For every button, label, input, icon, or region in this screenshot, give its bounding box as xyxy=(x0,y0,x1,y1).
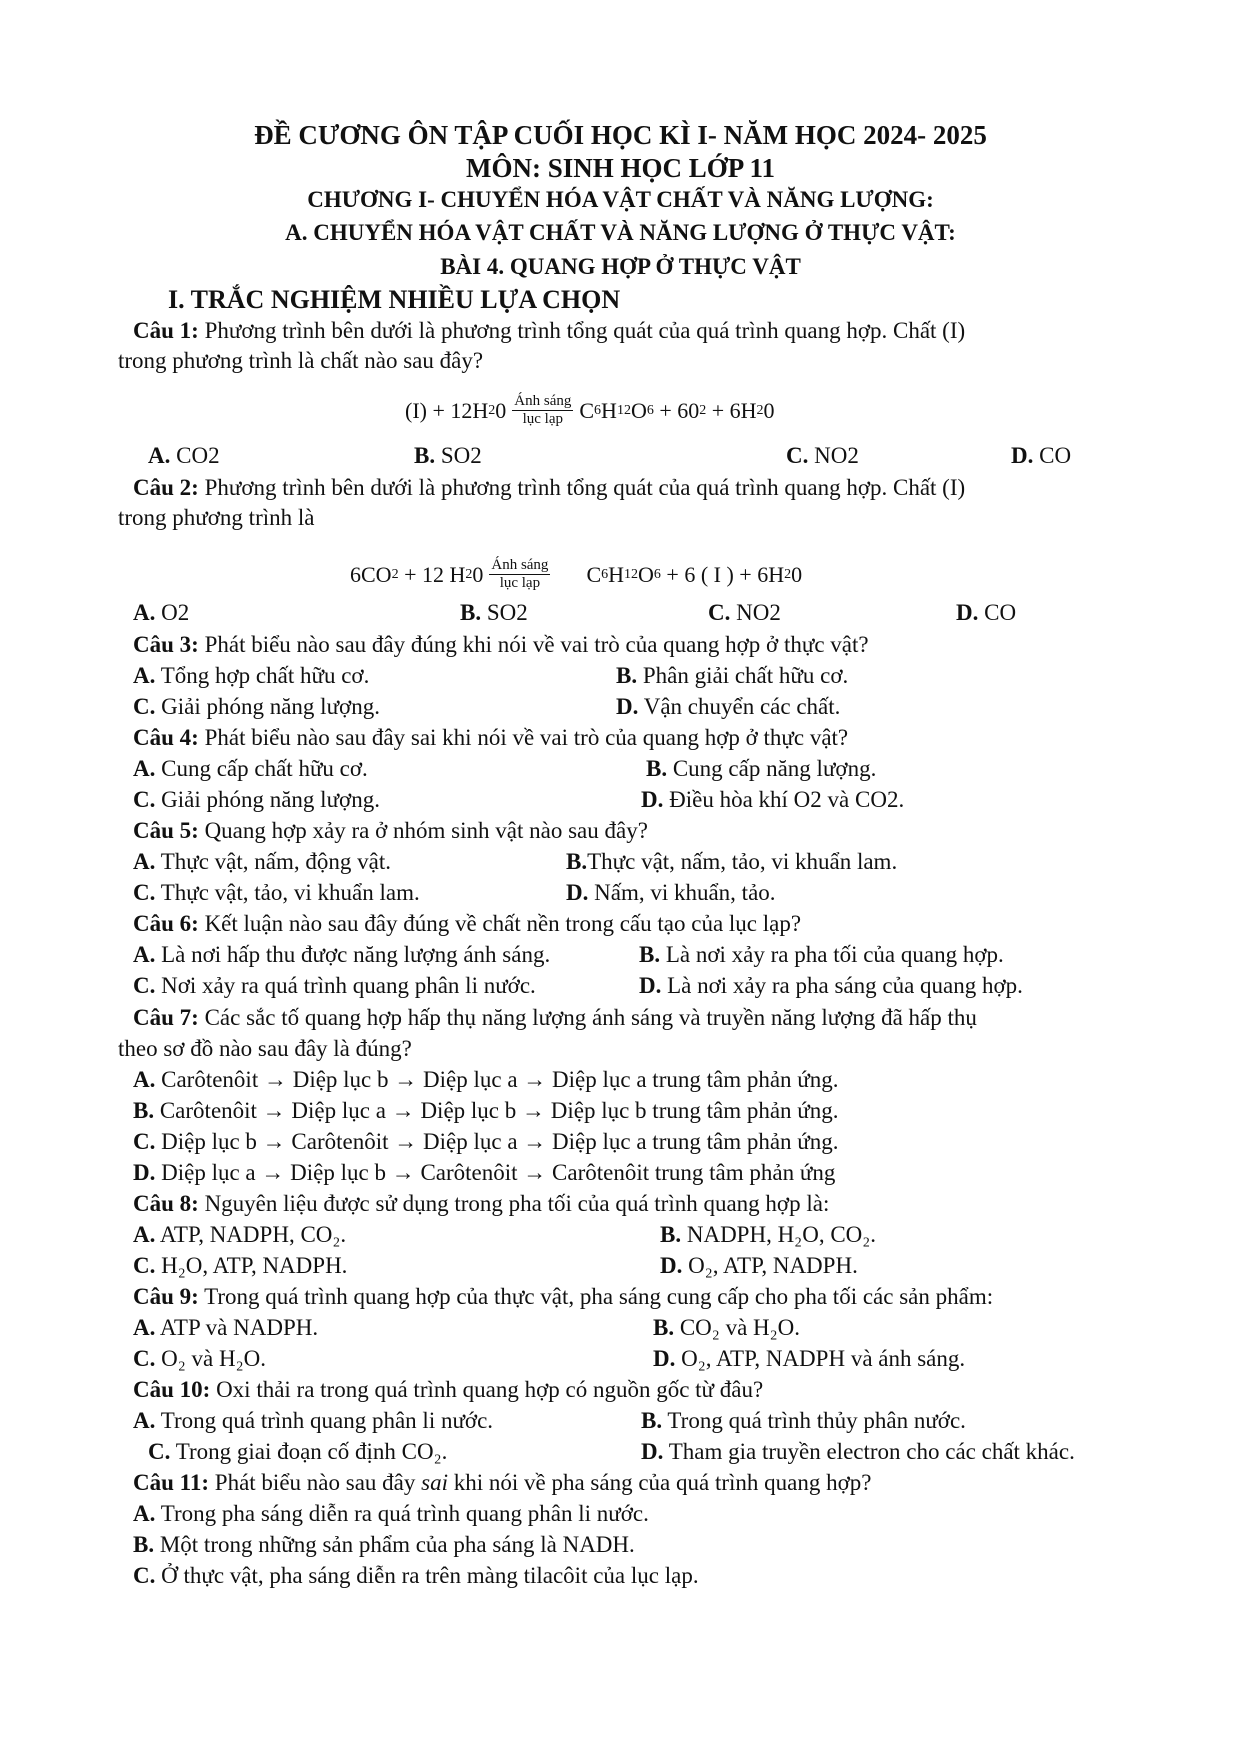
question-7-option-c[interactable] xyxy=(133,1127,839,1157)
option-letter: B. xyxy=(639,942,661,967)
question-3-option-c[interactable] xyxy=(133,692,380,722)
option-text: CO2 xyxy=(170,443,220,468)
question-9-option-b[interactable] xyxy=(653,1313,800,1343)
question-6-option-d[interactable] xyxy=(639,971,1023,1001)
option-text: Tổng hợp chất hữu cơ. xyxy=(155,663,370,688)
option-text: Điều hòa khí O2 và CO2. xyxy=(663,787,905,812)
option-letter: C. xyxy=(786,443,809,468)
question-text: Nguyên liệu được sử dụng trong pha tối của quá trình quang hợp là: xyxy=(198,1191,830,1216)
question-label: Câu 4: xyxy=(133,725,199,750)
eq1-arrow xyxy=(512,393,573,428)
question-2-line-1 xyxy=(133,473,965,503)
question-10-option-a[interactable] xyxy=(133,1406,493,1436)
question-11-option-b[interactable] xyxy=(133,1530,635,1560)
option-letter: A. xyxy=(133,1408,156,1433)
option-text: Trong giai đoạn cố định CO₂. xyxy=(170,1439,448,1464)
eq2-r2s: 12 xyxy=(624,566,639,582)
option-text: Trong quá trình thủy phân nước. xyxy=(662,1408,966,1433)
option-letter: A. xyxy=(133,756,156,781)
option-text: NO2 xyxy=(808,443,859,468)
question-5-option-d[interactable] xyxy=(566,878,776,908)
question-label: Câu 10: xyxy=(133,1377,211,1402)
option-letter: A. xyxy=(133,663,156,688)
option-text: Nấm, vi khuẩn, tảo. xyxy=(588,880,776,905)
eq2-r1: C xyxy=(586,561,602,587)
option-text: Diệp lục a → Diệp lục b → Carôtenôit → Carôtenôit trung tâm phản ứng xyxy=(155,1160,836,1185)
question-text: Phương trình bên dưới là phương trình tổng quát của quá trình quang hợp. Chất (I) xyxy=(198,475,966,500)
eq1-arrow-under: lục lạp xyxy=(522,411,564,427)
option-text: O₂ và H₂O. xyxy=(155,1346,266,1371)
eq2-r1s: 6 xyxy=(601,566,609,582)
question-text: Oxi thải ra trong quá trình quang hợp có nguồn gốc từ đâu? xyxy=(210,1377,764,1402)
equation-2 xyxy=(350,557,802,592)
option-text: Trong pha sáng diễn ra quá trình quang phân li nước. xyxy=(155,1501,649,1526)
eq1-r5: + 6H xyxy=(706,397,757,423)
option-text: Phân giải chất hữu cơ. xyxy=(637,663,849,688)
question-text: Phương trình bên dưới là phương trình tổng quát của quá trình quang hợp. Chất (I) xyxy=(198,318,966,343)
option-text: Carôtenôit → Diệp lục b → Diệp lục a → Diệp lục a trung tâm phản ứng. xyxy=(155,1067,839,1092)
question-4-option-a[interactable] xyxy=(133,754,368,784)
option-text: Giải phóng năng lượng. xyxy=(155,787,380,812)
question-4-option-c[interactable] xyxy=(133,785,380,815)
option-letter: B. xyxy=(646,756,668,781)
question-11-option-c[interactable] xyxy=(133,1561,699,1591)
question-1-option-a[interactable] xyxy=(148,441,220,471)
eq1-r1s: 6 xyxy=(594,402,602,418)
option-text: Thực vật, nấm, động vật. xyxy=(155,849,391,874)
option-letter: C. xyxy=(133,787,156,812)
eq1-r5s: 2 xyxy=(756,402,764,418)
option-text: Thực vật, tảo, vi khuẩn lam. xyxy=(155,880,420,905)
option-text: O2 xyxy=(155,600,190,625)
question-4-stem xyxy=(133,723,848,753)
question-5-option-b[interactable] xyxy=(566,847,897,877)
option-text: SO2 xyxy=(481,600,528,625)
question-5-option-a[interactable] xyxy=(133,847,391,877)
question-2-option-a[interactable] xyxy=(133,598,189,628)
question-3-option-a[interactable] xyxy=(133,661,369,691)
eq1-left: (I) + 12H xyxy=(405,397,489,423)
question-1-option-b[interactable] xyxy=(414,441,482,471)
chapter-title: CHƯƠNG I- CHUYỂN HÓA VẬT CHẤT VÀ NĂNG LƯỢNG: xyxy=(307,187,934,212)
option-text: SO2 xyxy=(435,443,482,468)
eq2-c: 0 xyxy=(472,561,484,587)
question-10-option-b[interactable] xyxy=(641,1406,966,1436)
option-letter: C. xyxy=(133,973,156,998)
question-text: Quang hợp xảy ra ở nhóm sinh vật nào sau đây? xyxy=(198,818,648,843)
question-8-option-c[interactable] xyxy=(133,1251,347,1281)
equation-1 xyxy=(405,393,775,428)
question-text: Phát biểu nào sau đây xyxy=(209,1470,422,1495)
question-5-option-c[interactable] xyxy=(133,878,420,908)
question-5-stem xyxy=(133,816,648,846)
eq2-r2: H xyxy=(608,561,625,587)
question-8-option-a[interactable] xyxy=(133,1220,346,1250)
document-title: ĐỀ CƯƠNG ÔN TẬP CUỐI HỌC KÌ I- NĂM HỌC 2024- 2025 xyxy=(254,120,987,150)
option-text: Cung cấp chất hữu cơ. xyxy=(155,756,368,781)
option-text: Tham gia truyền electron cho các chất khác. xyxy=(663,1439,1075,1464)
option-letter: D. xyxy=(660,1253,683,1278)
option-text: Là nơi xảy ra pha sáng của quang hợp. xyxy=(661,973,1023,998)
eq1-left-tail: 0 xyxy=(495,397,507,423)
question-label: Câu 9: xyxy=(133,1284,199,1309)
question-1-option-d[interactable] xyxy=(1011,441,1071,471)
option-letter: C. xyxy=(133,1129,156,1154)
eq2-r5: 0 xyxy=(791,561,803,587)
option-letter: B. xyxy=(616,663,638,688)
option-letter: C. xyxy=(708,600,731,625)
question-2-option-d[interactable] xyxy=(956,598,1016,628)
option-letter: C. xyxy=(133,694,156,719)
eq1-r6: 0 xyxy=(763,397,775,423)
option-text: Carôtenôit → Diệp lục a → Diệp lục b → Diệp lục b trung tâm phản ứng. xyxy=(154,1098,839,1123)
option-text: CO xyxy=(1033,443,1072,468)
question-8-stem xyxy=(133,1189,829,1219)
option-letter: D. xyxy=(616,694,639,719)
question-1-line-2: trong phương trình là chất nào sau đây? xyxy=(118,348,484,373)
question-7-option-d[interactable] xyxy=(133,1158,835,1188)
question-3-stem xyxy=(133,630,869,660)
question-1-line-1 xyxy=(133,316,965,346)
option-letter: B. xyxy=(641,1408,663,1433)
question-10-stem xyxy=(133,1375,763,1405)
eq2-a: 6CO xyxy=(350,561,392,587)
lesson-title: BÀI 4. QUANG HỢP Ở THỰC VẬT xyxy=(440,254,801,279)
question-6-stem xyxy=(133,909,801,939)
question-text-tail: khi nói về pha sáng của quá trình quang hợp? xyxy=(447,1470,872,1495)
option-letter: D. xyxy=(641,1439,664,1464)
question-4-option-d[interactable] xyxy=(641,785,904,815)
question-6-option-a[interactable] xyxy=(133,940,550,970)
option-text: O₂, ATP, NADPH và ánh sáng. xyxy=(675,1346,966,1371)
option-letter: B. xyxy=(566,849,588,874)
question-11-option-a[interactable] xyxy=(133,1499,649,1529)
option-letter: D. xyxy=(956,600,979,625)
option-letter: D. xyxy=(639,973,662,998)
option-letter: D. xyxy=(566,880,589,905)
option-letter: D. xyxy=(641,787,664,812)
eq1-r3s: 6 xyxy=(646,402,654,418)
option-text: Thực vật, nấm, tảo, vi khuẩn lam. xyxy=(587,849,898,874)
option-letter: D. xyxy=(653,1346,676,1371)
question-3-option-d[interactable] xyxy=(616,692,840,722)
eq2-arrow-under: lục lạp xyxy=(499,575,541,591)
option-text: Cung cấp năng lượng. xyxy=(667,756,877,781)
option-text: ATP, NADPH, CO₂. xyxy=(155,1222,347,1247)
option-letter: D. xyxy=(133,1160,156,1185)
option-text: CO₂ và H₂O. xyxy=(674,1315,801,1340)
option-letter: B. xyxy=(653,1315,675,1340)
question-4-option-b[interactable] xyxy=(646,754,876,784)
question-9-option-c[interactable] xyxy=(133,1344,266,1374)
question-label: Câu 7: xyxy=(133,1005,199,1030)
eq2-r3s: 6 xyxy=(653,566,661,582)
eq1-left-sub: 2 xyxy=(488,402,496,418)
option-text: H₂O, ATP, NADPH. xyxy=(155,1253,348,1278)
option-text: Vận chuyển các chất. xyxy=(638,694,841,719)
question-label: Câu 2: xyxy=(133,475,199,500)
subject-title: MÔN: SINH HỌC LỚP 11 xyxy=(465,153,776,183)
option-text: NO2 xyxy=(730,600,781,625)
question-label: Câu 11: xyxy=(133,1470,210,1495)
eq1-r4: + 60 xyxy=(653,397,700,423)
option-letter: C. xyxy=(133,1563,156,1588)
question-label: Câu 1: xyxy=(133,318,199,343)
option-text: Trong quá trình quang phân li nước. xyxy=(155,1408,494,1433)
question-3-option-b[interactable] xyxy=(616,661,848,691)
question-10-option-d[interactable] xyxy=(641,1437,1075,1467)
question-9-option-d[interactable] xyxy=(653,1344,965,1374)
option-letter: B. xyxy=(660,1222,682,1247)
question-10-option-c[interactable] xyxy=(148,1437,447,1467)
question-text: Phát biểu nào sau đây sai khi nói về vai trò của quang hợp ở thực vật? xyxy=(198,725,849,750)
option-text: Nơi xảy ra quá trình quang phân li nước. xyxy=(155,973,536,998)
option-letter: A. xyxy=(133,1222,156,1247)
question-7-option-b[interactable] xyxy=(133,1096,839,1126)
option-letter: A. xyxy=(133,600,156,625)
question-7-option-a[interactable] xyxy=(133,1065,839,1095)
eq1-r3: O xyxy=(630,397,647,423)
eq2-as: 2 xyxy=(391,566,399,582)
option-text: NADPH, H₂O, CO₂. xyxy=(681,1222,877,1247)
question-2-option-b[interactable] xyxy=(460,598,528,628)
option-letter: C. xyxy=(133,1253,156,1278)
option-text: CO xyxy=(978,600,1017,625)
option-letter: B. xyxy=(133,1098,155,1123)
option-text: ATP và NADPH. xyxy=(155,1315,319,1340)
option-letter: B. xyxy=(414,443,436,468)
eq2-arrow-over: Ánh sáng xyxy=(491,557,549,573)
question-label: Câu 5: xyxy=(133,818,199,843)
option-letter: C. xyxy=(133,880,156,905)
eq2-r4s: 2 xyxy=(784,566,792,582)
eq1-r2s: 12 xyxy=(616,402,631,418)
option-text: Diệp lục b → Carôtenôit → Diệp lục a → Diệp lục a trung tâm phản ứng. xyxy=(155,1129,839,1154)
question-text: Kết luận nào sau đây đúng về chất nền trong cấu tạo của lục lạp? xyxy=(198,911,802,936)
question-6-option-c[interactable] xyxy=(133,971,536,1001)
eq1-r1: C xyxy=(579,397,595,423)
question-11-stem xyxy=(133,1468,871,1498)
question-text: Các sắc tố quang hợp hấp thụ năng lượng ánh sáng và truyền năng lượng đã hấp thụ xyxy=(198,1005,977,1030)
eq2-r3: O xyxy=(638,561,654,587)
question-emphasis: sai xyxy=(421,1470,448,1495)
question-2-line-2: trong phương trình là xyxy=(118,505,315,530)
part-title: A. CHUYỂN HÓA VẬT CHẤT VÀ NĂNG LƯỢNG Ở THỰC VẬT: xyxy=(285,220,956,245)
eq2-bs: 2 xyxy=(465,566,473,582)
eq1-r2: H xyxy=(601,397,617,423)
option-letter: A. xyxy=(148,443,171,468)
option-letter: C. xyxy=(133,1346,156,1371)
option-text: Ở thực vật, pha sáng diễn ra trên màng tilacôit của lục lạp. xyxy=(155,1563,699,1588)
question-8-option-d[interactable] xyxy=(660,1251,858,1281)
question-9-stem xyxy=(133,1282,993,1312)
option-text: Giải phóng năng lượng. xyxy=(155,694,380,719)
option-letter: B. xyxy=(133,1532,155,1557)
question-6-option-b[interactable] xyxy=(639,940,1004,970)
eq2-r4: + 6 ( I ) + 6H xyxy=(660,561,785,587)
option-text: O₂, ATP, NADPH. xyxy=(682,1253,858,1278)
question-9-option-a[interactable] xyxy=(133,1313,318,1343)
section-heading: I. TRẮC NGHIỆM NHIỀU LỰA CHỌN xyxy=(168,285,621,314)
option-letter: A. xyxy=(133,942,156,967)
question-text: Phát biểu nào sau đây đúng khi nói về vai trò của quang hợp ở thực vật? xyxy=(198,632,869,657)
question-2-option-c[interactable] xyxy=(708,598,781,628)
option-letter: A. xyxy=(133,849,156,874)
eq1-arrow-over: Ánh sáng xyxy=(514,393,572,409)
option-letter: A. xyxy=(133,1067,156,1092)
question-label: Câu 6: xyxy=(133,911,199,936)
eq1-r4s: 2 xyxy=(699,402,707,418)
option-text: Là nơi xảy ra pha tối của quang hợp. xyxy=(660,942,1004,967)
option-letter: D. xyxy=(1011,443,1034,468)
question-1-option-c[interactable] xyxy=(786,441,859,471)
eq2-b: + 12 H xyxy=(398,561,466,587)
question-label: Câu 3: xyxy=(133,632,199,657)
question-7-line-1 xyxy=(133,1003,977,1033)
eq2-arrow xyxy=(489,557,550,592)
question-label: Câu 8: xyxy=(133,1191,199,1216)
question-7-line-2: theo sơ đồ nào sau đây là đúng? xyxy=(118,1036,412,1061)
option-letter: A. xyxy=(133,1315,156,1340)
option-text: Là nơi hấp thu được năng lượng ánh sáng. xyxy=(155,942,551,967)
question-8-option-b[interactable] xyxy=(660,1220,876,1250)
option-letter: C. xyxy=(148,1439,171,1464)
option-letter: B. xyxy=(460,600,482,625)
question-text: Trong quá trình quang hợp của thực vật, pha sáng cung cấp cho pha tối các sản phẩm: xyxy=(198,1284,994,1309)
option-text: Một trong những sản phẩm của pha sáng là NADH. xyxy=(154,1532,635,1557)
option-letter: A. xyxy=(133,1501,156,1526)
